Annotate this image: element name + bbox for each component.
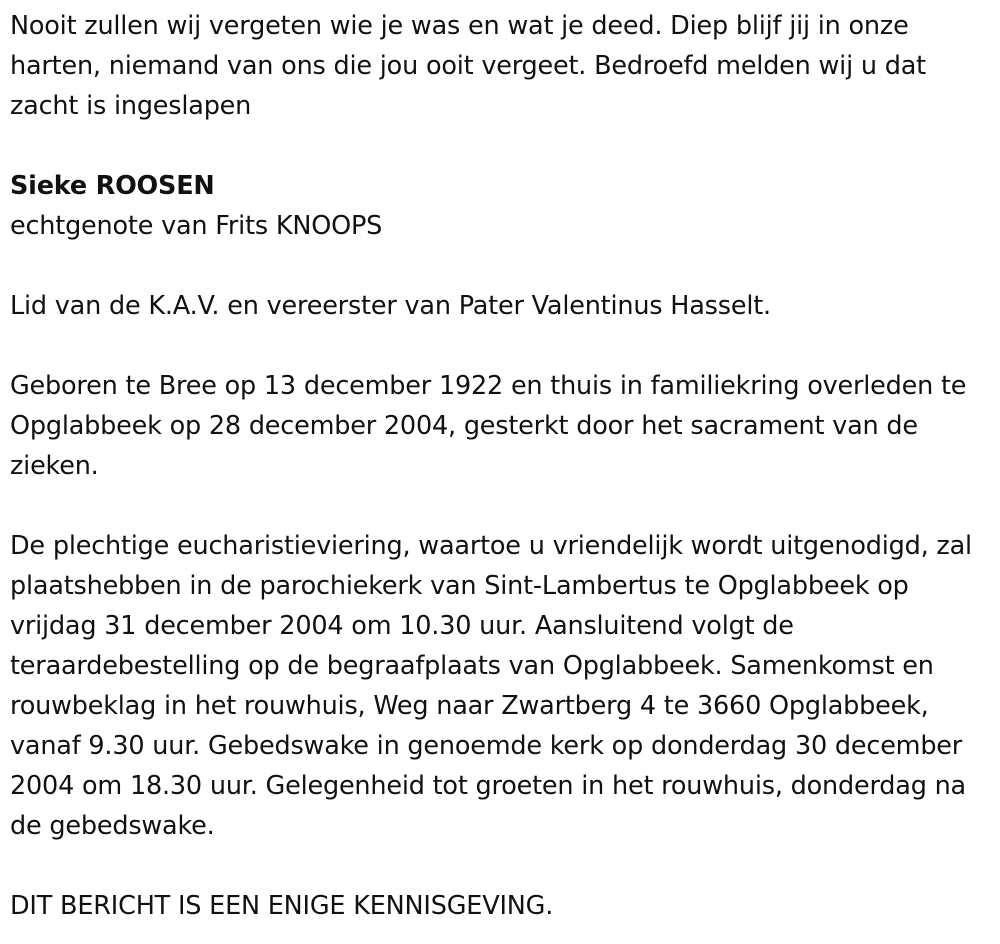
spouse-line: echtgenote van Frits KNOOPS [10, 211, 383, 241]
spacer [10, 486, 995, 526]
deceased-name: Sieke ROOSEN [10, 171, 215, 201]
notice-line: DIT BERICHT IS EEN ENIGE KENNISGEVING. [10, 891, 554, 921]
spacer [10, 246, 995, 286]
intro-paragraph: Nooit zullen wij vergeten wie je was en wat je deed. Diep blijf jij in onze harten, niemand van ons die jou ooit vergeet. Bedroefd melden wij u dat zacht is ingeslapen [10, 11, 926, 121]
spacer [10, 126, 995, 166]
obituary-text [10, 6, 995, 926]
spacer [10, 326, 995, 366]
membership-paragraph: Lid van de K.A.V. en vereerster van Pater Valentinus Hasselt. [10, 291, 771, 321]
birth-death-paragraph: Geboren te Bree op 13 december 1922 en thuis in familiekring overleden te Opglabbeek op 28 december 2004, gesterkt door het sacrament van de zieken. [10, 371, 967, 481]
spacer [10, 846, 995, 886]
ceremony-paragraph: De plechtige eucharistieviering, waartoe u vriendelijk wordt uitgenodigd, zal plaatshebben in de parochiekerk van Sint-Lambertus te Opglabbeek op vrijdag 31 december 2004 om 10.30 uur. Aansluitend volgt de teraardebestelling op de begraafplaats van Opglabbeek. Samenkomst en rouwbeklag in het rouwhuis, Weg naar Zwartberg 4 te 3660 Opglabbeek, vanaf 9.30 uur. Gebedswake in genoemde kerk op donderdag 30 december 2004 om 18.30 uur. Gelegenheid tot groeten in het rouwhuis, donderdag na de gebedswake. [10, 531, 972, 841]
